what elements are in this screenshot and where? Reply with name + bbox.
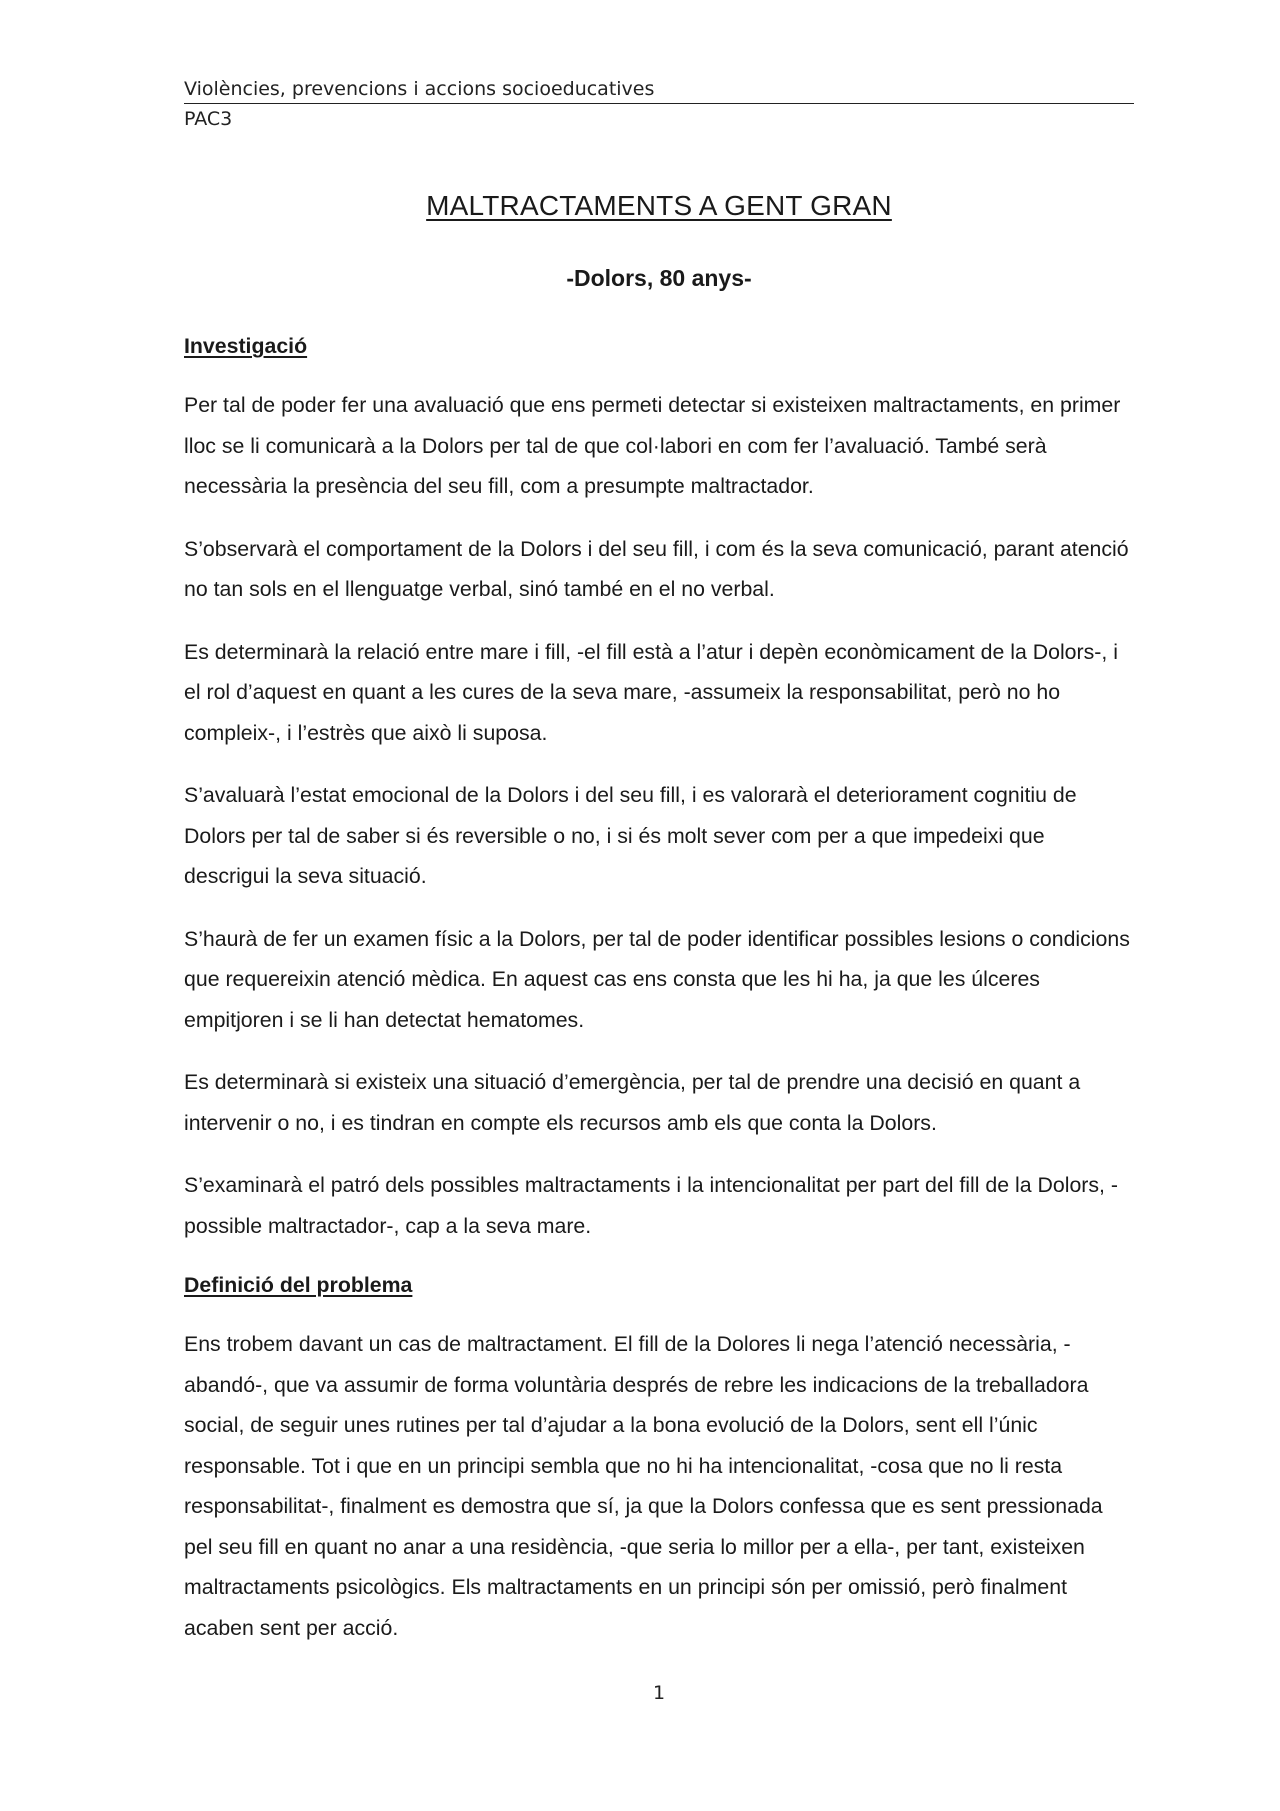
page-header bbox=[184, 76, 1134, 132]
document-subtitle: -Dolors, 80 anys- bbox=[566, 265, 752, 291]
document-title: MALTRACTAMENTS A GENT GRAN bbox=[426, 190, 892, 221]
paragraph: Per tal de poder fer una avaluació que ens permeti detectar si existeixen maltractaments, en primer lloc se li comunicarà a la Dolors per tal de que col·labori en com fer l’avaluació. També serà necessària la presència del seu fill, com a presumpte maltractador. bbox=[184, 393, 1121, 498]
paragraph: Ens trobem davant un cas de maltractament. El fill de la Dolores li nega l’atenció necessària, -abandó-, que va assumir de forma voluntària després de rebre les indicacions de la treballadora social, de seguir unes rutines per tal d’ajudar a la bona evolució de la Dolors, sent ell l’únic responsable. Tot i que en un principi sembla que no hi ha intencionalitat, -cosa que no li resta responsabilitat-, finalment es demostra que sí, ja que la Dolors confessa que es sent pressionada pel seu fill en quant no anar a una residència, -que seria lo millor per a ella-, per tant, existeixen maltractaments psicològics. Els maltractaments en un principi són per omissió, però finalment acaben sent per acció. bbox=[184, 1332, 1103, 1640]
document-body bbox=[184, 329, 1134, 1670]
paragraph: Es determinarà la relació entre mare i fill, -el fill està a l’atur i depèn econòmicament de la Dolors-, i el rol d’aquest en quant a les cures de la seva mare, -assumeix la responsabilitat, però no ho compleix-, i l’estrès que això li suposa. bbox=[184, 639, 1118, 745]
header-assignment-code: PAC3 bbox=[184, 108, 233, 130]
section-heading-investigacio: Investigació bbox=[184, 334, 308, 358]
page-number: 1 bbox=[652, 1682, 666, 1704]
section-heading-definicio-problema: Definició del problema bbox=[184, 1273, 413, 1297]
paragraph: S’observarà el comportament de la Dolors i del seu fill, i com és la seva comunicació, parant atenció no tan sols en el llenguatge verbal, sinó també en el no verbal. bbox=[184, 536, 1129, 601]
header-course-title: Violències, prevencions i accions socioeducatives bbox=[184, 76, 1134, 104]
paragraph: S’avaluarà l’estat emocional de la Dolors i del seu fill, i es valorarà el deteriorament cognitiu de Dolors per tal de saber si és reversible o no, i si és molt sever com per a que impedeixi que descrigui la seva situació. bbox=[184, 783, 1077, 888]
paragraph: S’examinarà el patró dels possibles maltractaments i la intencionalitat per part del fill de la Dolors, -possible maltractador-, cap a la seva mare. bbox=[184, 1173, 1118, 1238]
paragraph: Es determinarà si existeix una situació d’emergència, per tal de prendre una decisió en quant a intervenir o no, i es tindran en compte els recursos amb els que conta la Dolors. bbox=[184, 1070, 1081, 1135]
paragraph: S’haurà de fer un examen físic a la Dolors, per tal de poder identificar possibles lesions o condicions que requereixin atenció mèdica. En aquest cas ens consta que les hi ha, ja que les úlceres empitjoren i se li han detectat hematomes. bbox=[184, 926, 1130, 1032]
